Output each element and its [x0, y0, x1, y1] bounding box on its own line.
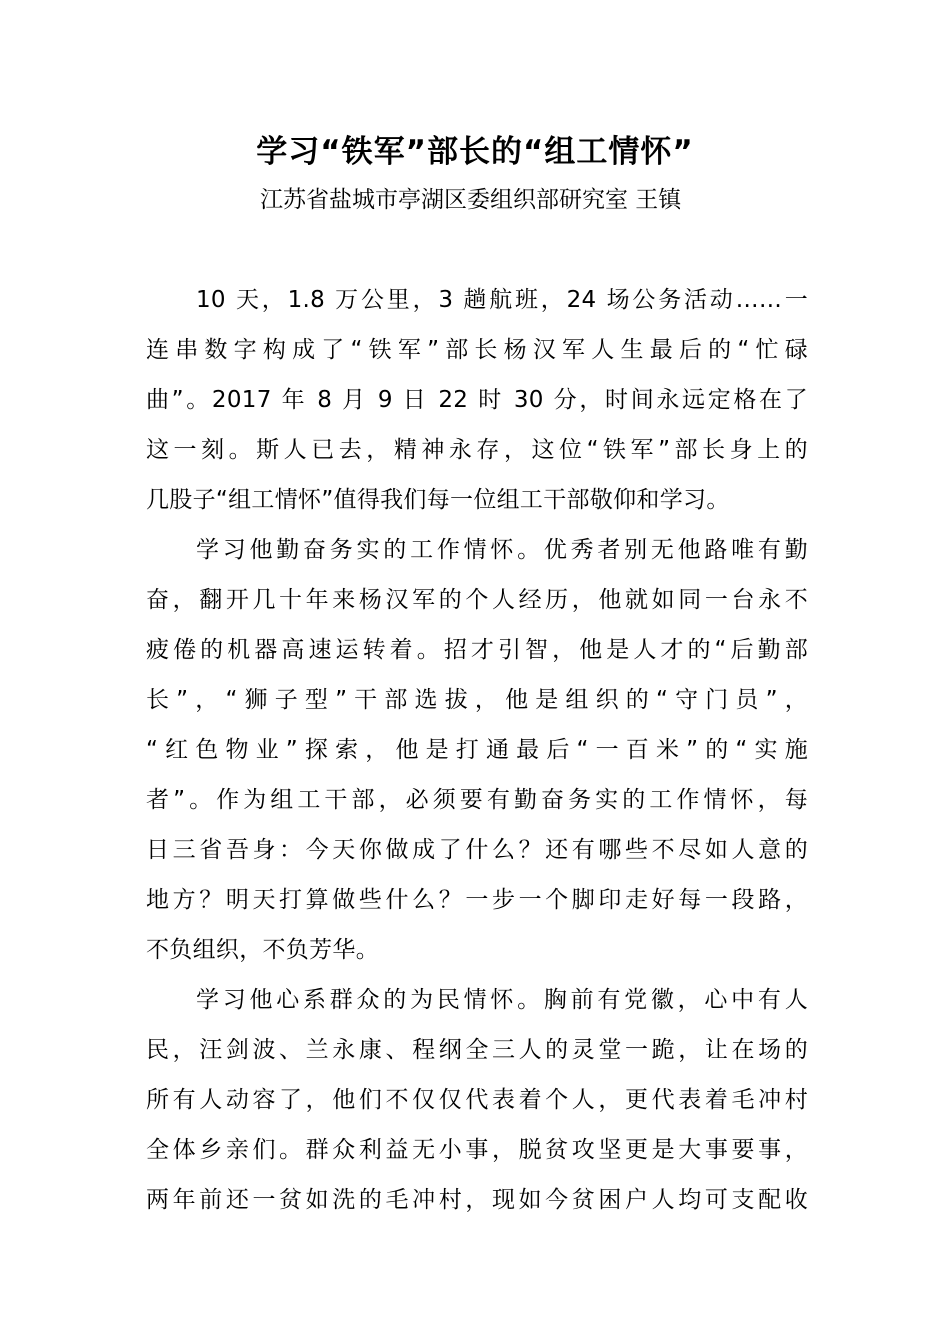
text-line: 者”。作为组工干部，必须要有勤奋务实的工作情怀，每 [146, 787, 808, 813]
article-body [146, 275, 808, 1225]
text-line: 长”，“狮子型”干部选拔，他是组织的“守门员”， [146, 687, 808, 713]
text-line: 学习他心系群众的为民情怀。胸前有党徽，心中有人 [196, 987, 808, 1013]
text-line: 两年前还一贫如洗的毛冲村，现如今贫困户人均可支配收 [146, 1187, 808, 1213]
author-line: 江苏省盐城市亭湖区委组织部研究室 王镇 [260, 187, 682, 213]
text-line: 民，汪剑波、兰永康、程纲全三人的灵堂一跪，让在场的 [146, 1037, 808, 1063]
text-line: 地方？明天打算做些什么？一步一个脚印走好每一段路， [146, 887, 808, 913]
text-line: 全体乡亲们。群众利益无小事，脱贫攻坚更是大事要事， [146, 1137, 808, 1163]
text-line: “红色物业”探索，他是打通最后“一百米”的“实施 [146, 737, 808, 763]
text-line: 连串数字构成了“铁军”部长杨汉军人生最后的“忙碌 [146, 337, 808, 363]
article-title: 学习“铁军”部长的“组工情怀” [256, 134, 694, 170]
paragraph-2 [146, 525, 808, 975]
text-line: 日三省吾身：今天你做成了什么？还有哪些不尽如人意的 [146, 837, 808, 863]
text-line: 疲倦的机器高速运转着。招才引智，他是人才的“后勤部 [146, 637, 808, 663]
text-line: 曲”。2017 年 8 月 9 日 22 时 30 分，时间永远定格在了 [146, 387, 808, 413]
text-line: 这一刻。斯人已去，精神永存，这位“铁军”部长身上的 [146, 437, 808, 463]
text-line: 几股子“组工情怀”值得我们每一位组工干部敬仰和学习。 [146, 487, 730, 513]
text-line: 奋，翻开几十年来杨汉军的个人经历，他就如同一台永不 [146, 587, 808, 613]
text-line: 学习他勤奋务实的工作情怀。优秀者别无他路唯有勤 [196, 537, 808, 563]
paragraph-3 [146, 975, 808, 1225]
text-line: 10 天，1.8 万公里，3 趟航班，24 场公务活动……一 [196, 287, 808, 313]
text-line: 不负组织，不负芳华。 [146, 937, 379, 963]
text-line: 所有人动容了，他们不仅仅代表着个人，更代表着毛冲村 [146, 1087, 808, 1113]
paragraph-1 [146, 275, 808, 525]
